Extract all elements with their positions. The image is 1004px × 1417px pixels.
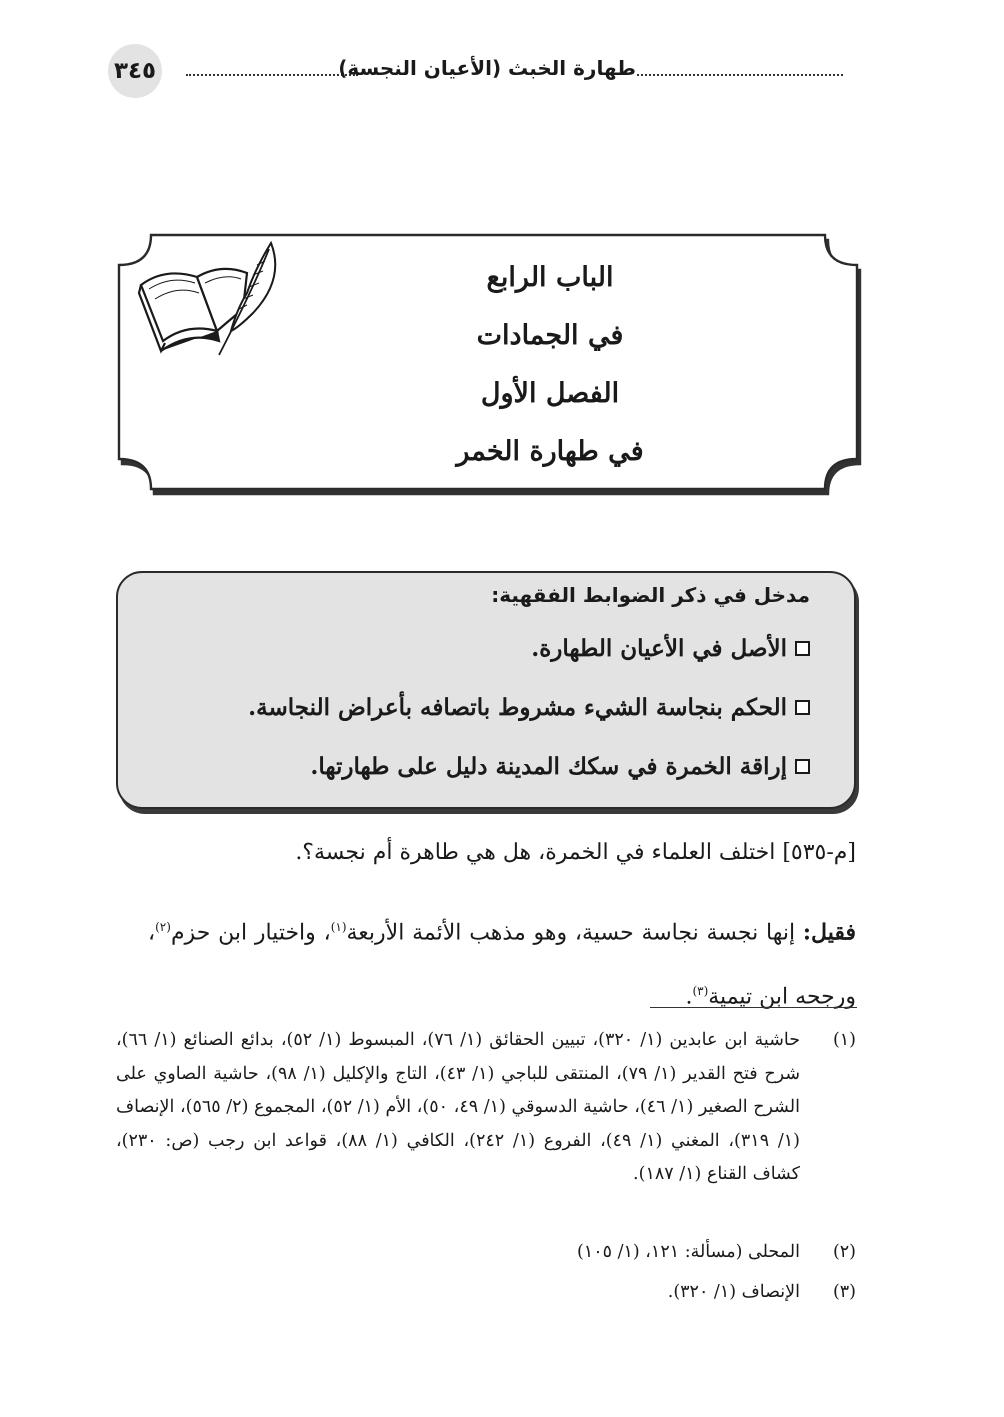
footnote-marker: (٣) [832,1282,856,1302]
opinion-text: ، واختيار ابن حزم [170,920,331,946]
footnote [116,1236,856,1270]
principles-heading: مدخل في ذكر الضوابط الفقهية: [491,583,810,607]
footnote-ref[interactable]: (٢) [155,920,171,934]
principle-text: الأصل في الأعيان الطهارة. [531,635,787,662]
page-number [108,44,162,98]
book-quill-icon [135,239,277,359]
chapter-title-frame [115,231,865,497]
opinion-text: إنها نجسة نجاسة حسية، وهو مذهب الأئمة الأربعة [346,920,803,946]
checkbox-bullet-icon [795,641,810,656]
opinion-lead-word: فقيل: [802,919,856,946]
footnote-marker: (١) [832,1030,856,1050]
footnote [116,1276,856,1310]
page-number-text: ٣٤٥ [113,58,157,84]
footnote-separator [650,1007,857,1008]
running-title: طهارة الخبث (الأعيان النجسة) [338,56,636,80]
chapter-heading-block [365,249,735,481]
chapter-title: الفصل الأول [480,378,620,409]
footnote-ref[interactable]: (١) [330,920,347,934]
opinion-text: ، ورجحه ابن تيمية [148,920,856,1010]
footnote [116,1024,856,1192]
footnote-ref[interactable]: (٣) [692,984,709,999]
section-subtitle: في الجمادات [476,320,624,351]
footnote-text: المحلى (مسألة: ١٢١، (١/ ١٠٥) [576,1242,800,1262]
principle-item [531,635,810,662]
principle-item [248,694,810,721]
body-paragraph-question: [م-٥٣٥] اختلف العلماء في الخمرة، هل هي طاهرة أم نجسة؟. [295,840,856,865]
principle-item [310,753,810,780]
chapter-subtitle: في طهارة الخمر [456,436,644,467]
header-dotted-leader-right [637,74,843,76]
footnote-text: الإنصاف (١/ ٣٢٠). [667,1282,800,1302]
principle-text: إراقة الخمرة في سكك المدينة دليل على طهارتها. [310,753,787,780]
opinion-text: . [685,984,693,1010]
footnote-text: حاشية ابن عابدين (١/ ٣٢٠)، تبيين الحقائق (١/ ٧٦)، المبسوط (١/ ٥٢)، بدائع الصنائع (١/ ٦٦)، شرح فتح القدير (١/ ٧٩)، المنتقى للباجي (١/ ٤٣)، التاج والإكليل (١/ ٩٨)، حاشية الصاوي على الشرح الصغير (١/ ٤٦)، حاشية الدسوقي (١/ ٤٩، ٥٠)، الأم (١/ ٥٢)، المجموع (٢/ ٥٦٥)، الإنصاف (١/ ٣١٩)، المغني (١/ ٤٩)، الفروع (١/ ٢٤٢)، الكافي (١/ ٨٨)، قواعد ابن رجب (ص: ٢٣٠)، كشاف القناع (١/ ١٨٧). [116,1030,801,1184]
header-dotted-leader-left [186,74,358,76]
footnote-marker: (٢) [832,1242,856,1262]
checkbox-bullet-icon [795,759,810,774]
principle-text: الحكم بنجاسة الشيء مشروط باتصافه بأعراض النجاسة. [248,694,787,721]
section-title: الباب الرابع [486,262,614,293]
checkbox-bullet-icon [795,700,810,715]
fiqh-principles-box [116,571,856,809]
